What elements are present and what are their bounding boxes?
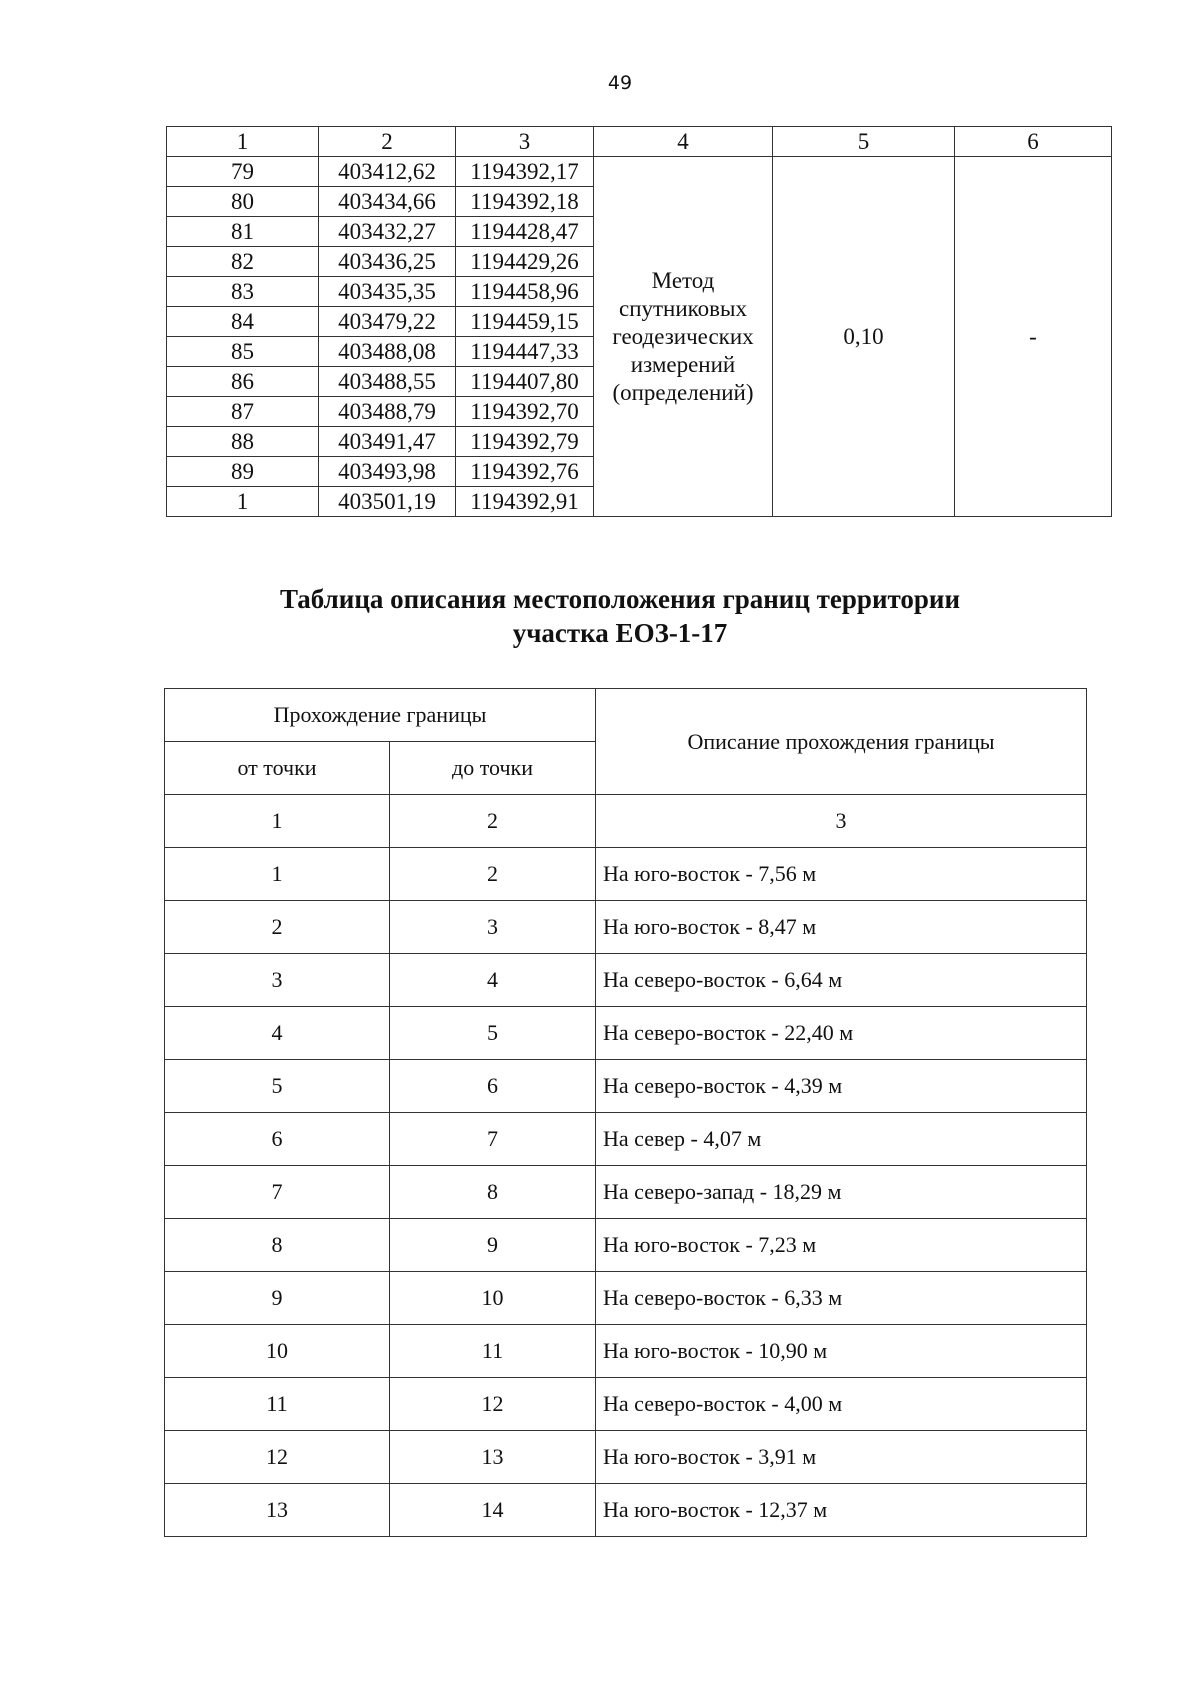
coord-y: 1194392,17 <box>456 157 594 187</box>
coord-x: 403491,47 <box>319 427 456 457</box>
from-point: 9 <box>165 1272 390 1325</box>
boundary-description: На юго-восток - 3,91 м <box>596 1431 1087 1484</box>
coord-y: 1194447,33 <box>456 337 594 367</box>
table-row <box>165 1060 1087 1113</box>
to-point: 13 <box>390 1431 596 1484</box>
coord-y: 1194392,91 <box>456 487 594 517</box>
table-row <box>165 1431 1087 1484</box>
table-row <box>165 1325 1087 1378</box>
coord-y: 1194392,70 <box>456 397 594 427</box>
numbering-row <box>165 795 1087 848</box>
from-point: 13 <box>165 1484 390 1537</box>
point-number: 80 <box>167 187 319 217</box>
numbering-cell: 1 <box>165 795 390 848</box>
point-number: 81 <box>167 217 319 247</box>
point-number: 84 <box>167 307 319 337</box>
group-header: Прохождение границы <box>165 689 596 742</box>
to-point: 5 <box>390 1007 596 1060</box>
boundary-description: На северо-восток - 22,40 м <box>596 1007 1087 1060</box>
from-point: 2 <box>165 901 390 954</box>
method-line: спутниковых <box>618 295 747 321</box>
from-point: 8 <box>165 1219 390 1272</box>
coord-y: 1194392,79 <box>456 427 594 457</box>
from-point: 6 <box>165 1113 390 1166</box>
point-number: 79 <box>167 157 319 187</box>
point-number: 82 <box>167 247 319 277</box>
method-cell <box>594 157 773 517</box>
coord-x: 403488,08 <box>319 337 456 367</box>
point-number: 86 <box>167 367 319 397</box>
numbering-cell: 2 <box>390 795 596 848</box>
title-line: Таблица описания местоположения границ территории <box>279 584 961 614</box>
from-point: 5 <box>165 1060 390 1113</box>
header-cell: 4 <box>594 127 773 157</box>
coord-x: 403412,62 <box>319 157 456 187</box>
table-row <box>165 901 1087 954</box>
from-point: 7 <box>165 1166 390 1219</box>
to-point: 10 <box>390 1272 596 1325</box>
table-row <box>165 1484 1087 1537</box>
coord-y: 1194458,96 <box>456 277 594 307</box>
boundary-table <box>164 688 1087 1537</box>
from-point: 1 <box>165 848 390 901</box>
to-point: 9 <box>390 1219 596 1272</box>
method-line: измерений <box>630 351 736 377</box>
table-row <box>165 1166 1087 1219</box>
from-point: 10 <box>165 1325 390 1378</box>
method-line: (определений) <box>612 379 754 405</box>
table-row <box>167 157 1112 187</box>
coord-y: 1194392,18 <box>456 187 594 217</box>
from-point: 4 <box>165 1007 390 1060</box>
numbering-cell: 3 <box>596 795 1087 848</box>
table-row <box>165 1007 1087 1060</box>
coord-y: 1194459,15 <box>456 307 594 337</box>
boundary-header-row <box>165 689 1087 742</box>
col6-cell: - <box>955 157 1112 517</box>
header-cell: 1 <box>167 127 319 157</box>
table-row <box>165 848 1087 901</box>
coord-x: 403479,22 <box>319 307 456 337</box>
coordinates-header-row <box>167 127 1112 157</box>
point-number: 89 <box>167 457 319 487</box>
header-cell: 5 <box>773 127 955 157</box>
desc-header: Описание прохождения границы <box>596 689 1087 795</box>
from-point: 3 <box>165 954 390 1007</box>
to-point: 2 <box>390 848 596 901</box>
page-number: 49 <box>607 72 633 94</box>
to-point: 7 <box>390 1113 596 1166</box>
boundary-description: На северо-запад - 18,29 м <box>596 1166 1087 1219</box>
coord-x: 403436,25 <box>319 247 456 277</box>
precision-cell: 0,10 <box>773 157 955 517</box>
method-line: Метод <box>651 267 715 293</box>
to-point: 14 <box>390 1484 596 1537</box>
table-row <box>165 1272 1087 1325</box>
method-line: геодезических <box>612 323 754 349</box>
to-point: 11 <box>390 1325 596 1378</box>
point-number: 88 <box>167 427 319 457</box>
point-number: 1 <box>167 487 319 517</box>
to-point: 8 <box>390 1166 596 1219</box>
to-header: до точки <box>390 742 596 795</box>
point-number: 83 <box>167 277 319 307</box>
coord-x: 403488,79 <box>319 397 456 427</box>
point-number: 85 <box>167 337 319 367</box>
table-row <box>165 1378 1087 1431</box>
coord-x: 403434,66 <box>319 187 456 217</box>
boundary-description: На северо-восток - 6,33 м <box>596 1272 1087 1325</box>
section-title <box>0 582 1200 650</box>
from-point: 12 <box>165 1431 390 1484</box>
from-point: 11 <box>165 1378 390 1431</box>
point-number: 87 <box>167 397 319 427</box>
to-point: 6 <box>390 1060 596 1113</box>
header-cell: 3 <box>456 127 594 157</box>
to-point: 3 <box>390 901 596 954</box>
boundary-description: На юго-восток - 12,37 м <box>596 1484 1087 1537</box>
coord-y: 1194407,80 <box>456 367 594 397</box>
boundary-description: На северо-восток - 4,39 м <box>596 1060 1087 1113</box>
to-point: 12 <box>390 1378 596 1431</box>
boundary-description: На юго-восток - 7,23 м <box>596 1219 1087 1272</box>
boundary-description: На северо-восток - 4,00 м <box>596 1378 1087 1431</box>
table-row <box>165 1113 1087 1166</box>
header-cell: 6 <box>955 127 1112 157</box>
boundary-description: На юго-восток - 10,90 м <box>596 1325 1087 1378</box>
to-point: 4 <box>390 954 596 1007</box>
coord-x: 403501,19 <box>319 487 456 517</box>
coord-y: 1194429,26 <box>456 247 594 277</box>
coord-x: 403432,27 <box>319 217 456 247</box>
coordinates-table <box>166 126 1112 517</box>
coord-x: 403488,55 <box>319 367 456 397</box>
table-row <box>165 1219 1087 1272</box>
boundary-description: На северо-восток - 6,64 м <box>596 954 1087 1007</box>
boundary-description: На юго-восток - 8,47 м <box>596 901 1087 954</box>
header-cell: 2 <box>319 127 456 157</box>
from-header: от точки <box>165 742 390 795</box>
coord-x: 403493,98 <box>319 457 456 487</box>
table-row <box>165 954 1087 1007</box>
boundary-description: На юго-восток - 7,56 м <box>596 848 1087 901</box>
title-line: участка ЕОЗ-1-17 <box>512 618 728 648</box>
coord-y: 1194428,47 <box>456 217 594 247</box>
coord-x: 403435,35 <box>319 277 456 307</box>
coord-y: 1194392,76 <box>456 457 594 487</box>
boundary-description: На север - 4,07 м <box>596 1113 1087 1166</box>
